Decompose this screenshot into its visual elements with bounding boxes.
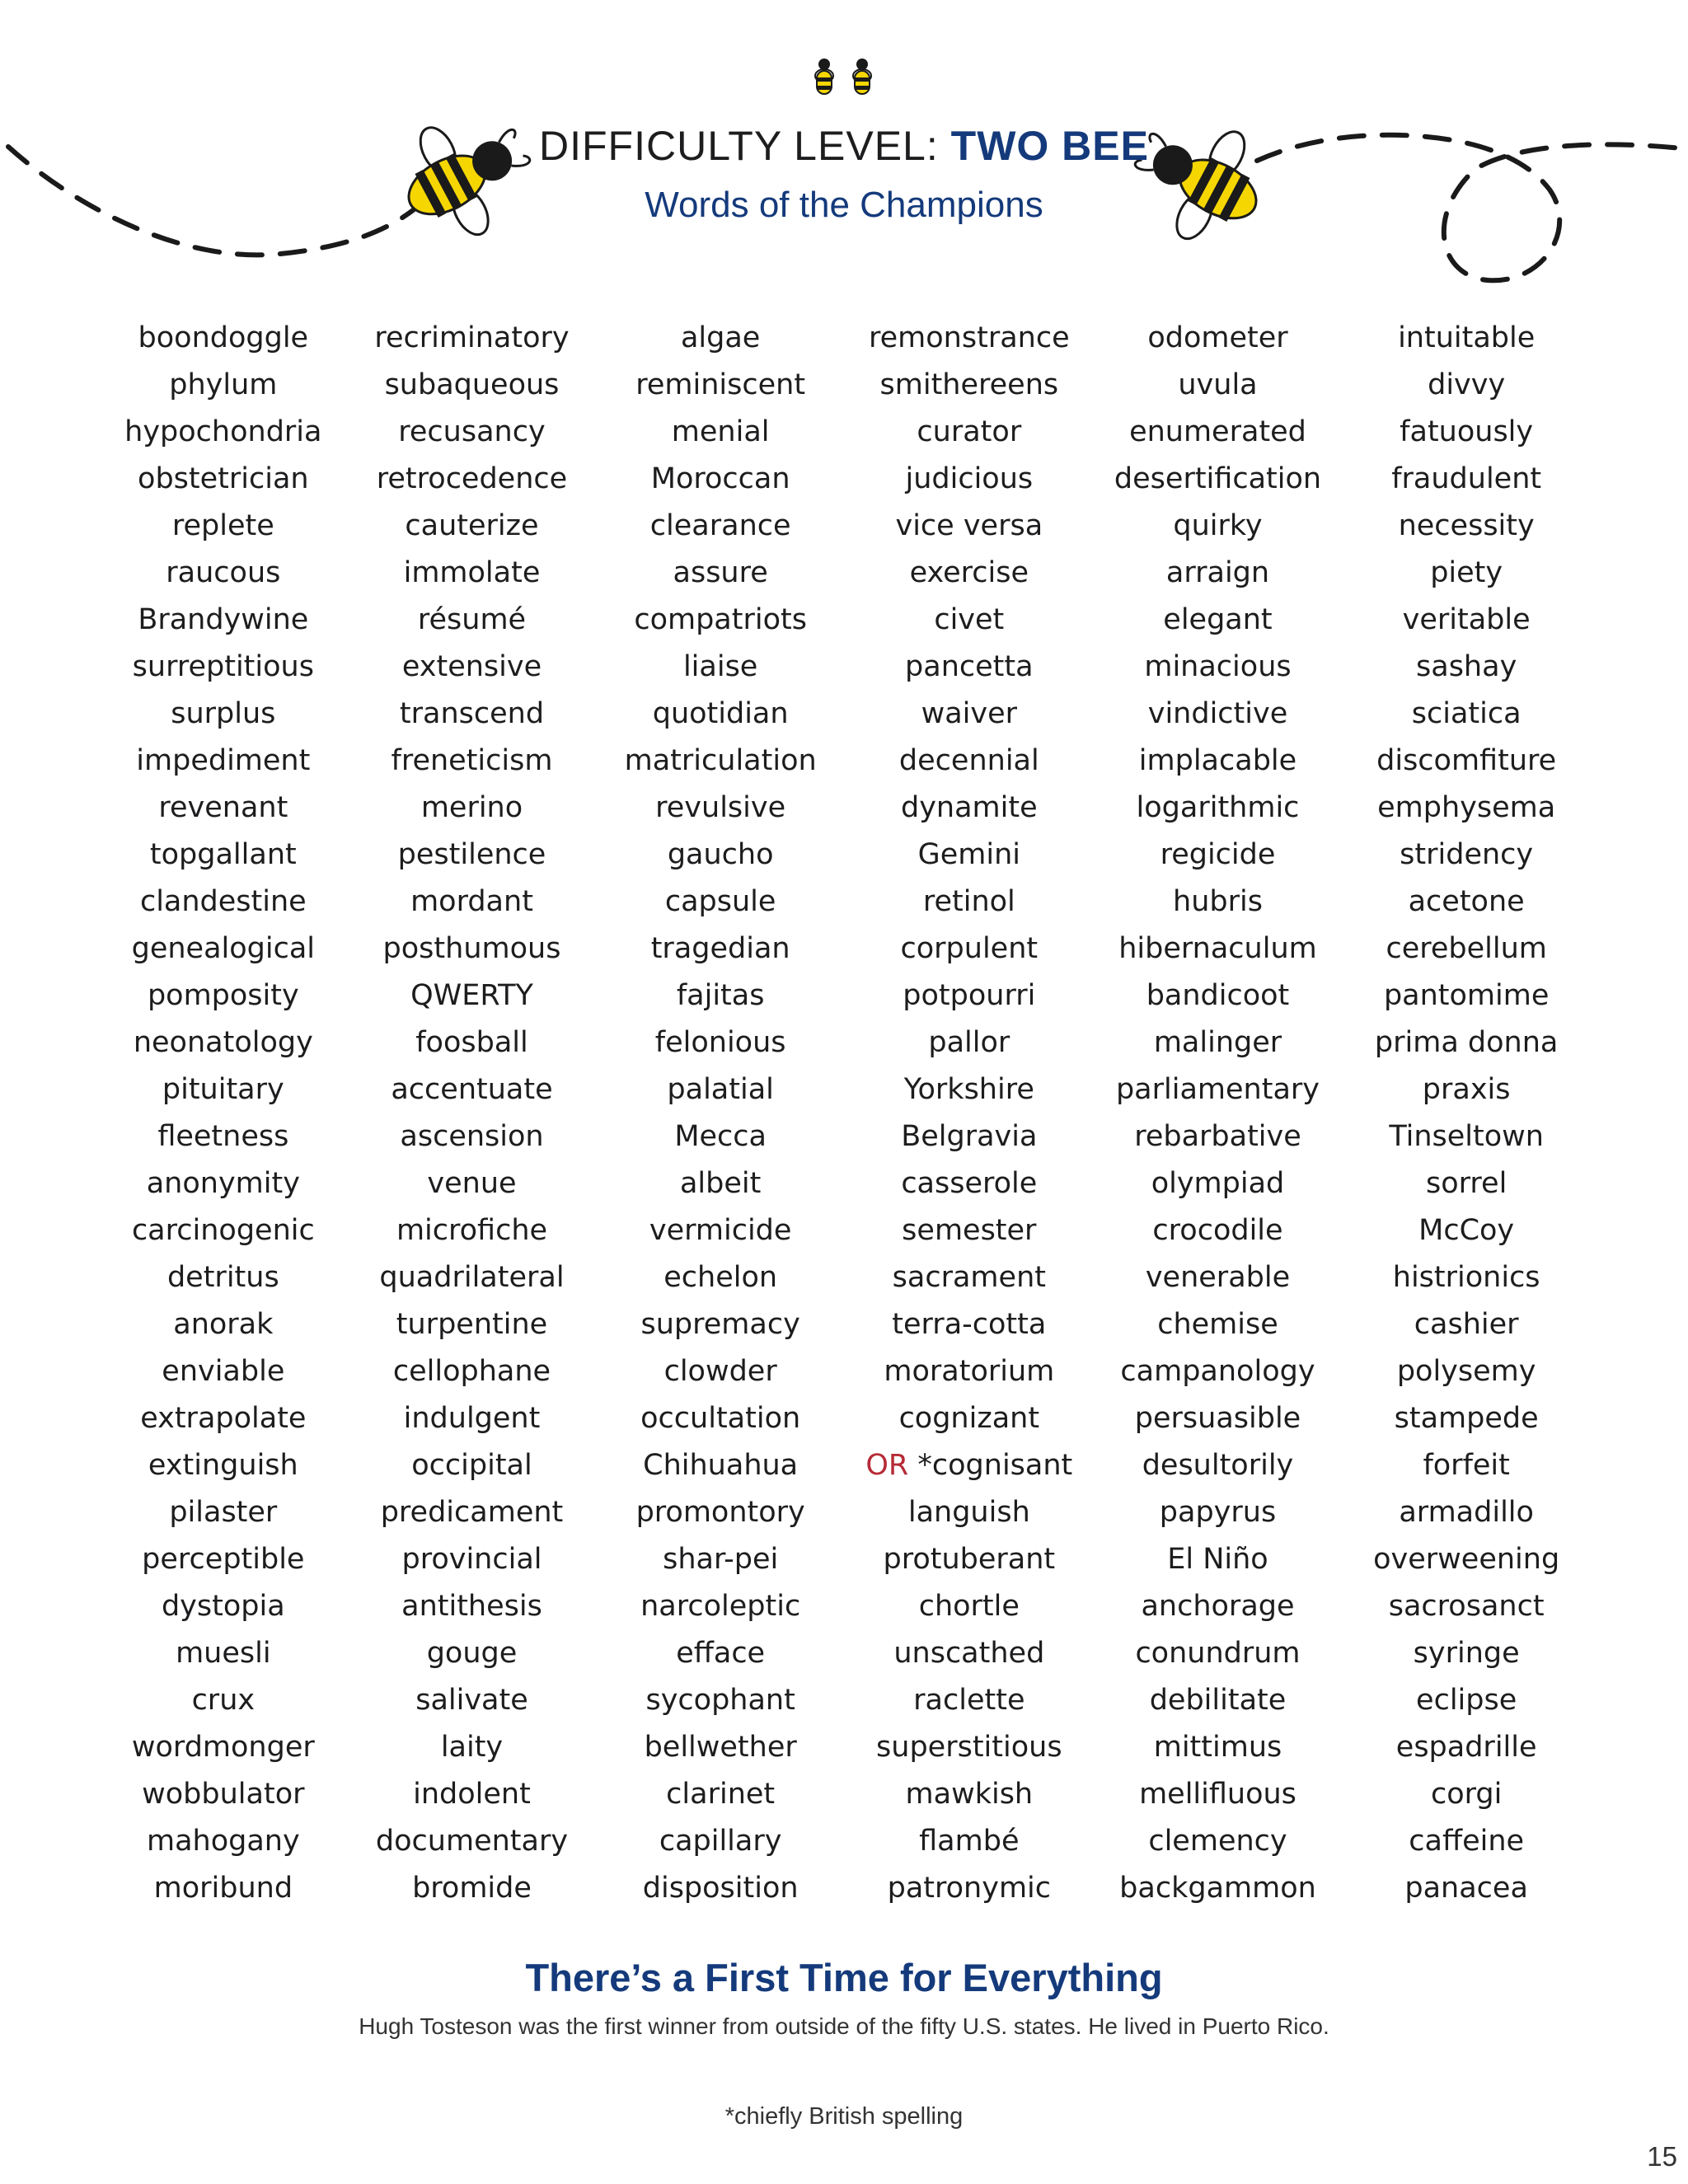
word-item: pilaster xyxy=(169,1496,278,1529)
word-item: El Niño xyxy=(1167,1543,1268,1576)
word-item: armadillo xyxy=(1399,1496,1534,1529)
word-item: raucous xyxy=(166,556,281,589)
word-item: wobbulator xyxy=(142,1778,305,1811)
word-item: discomfiture xyxy=(1376,744,1557,777)
word-item: logarithmic xyxy=(1136,791,1300,824)
word-item: necessity xyxy=(1398,509,1535,542)
word-item: assure xyxy=(673,556,768,589)
word-item: accentuate xyxy=(391,1073,553,1106)
word-item: sciatica xyxy=(1411,697,1522,730)
word-item: clowder xyxy=(663,1355,777,1388)
or-label: OR xyxy=(865,1449,909,1482)
word-item: superstitious xyxy=(876,1731,1062,1764)
word-item: Brandywine xyxy=(138,603,309,636)
word-item: sacrament xyxy=(892,1261,1046,1294)
word-item: capsule xyxy=(664,885,776,918)
word-item: protuberant xyxy=(883,1543,1056,1576)
word-item: mellifluous xyxy=(1139,1778,1296,1811)
word-item: quotidian xyxy=(652,697,789,730)
word-item: pantomime xyxy=(1383,979,1550,1012)
word-item: bandicoot xyxy=(1146,979,1290,1012)
word-item: Belgravia xyxy=(901,1120,1038,1153)
word-item: topgallant xyxy=(149,838,297,871)
word-column xyxy=(1342,315,1591,1912)
word-item: disposition xyxy=(642,1872,799,1905)
word-item: phylum xyxy=(169,368,278,401)
word-item: acetone xyxy=(1408,885,1525,918)
word-item: civet xyxy=(934,603,1005,636)
word-item: hibernaculum xyxy=(1118,932,1317,965)
word-item: terra-cotta xyxy=(892,1308,1047,1341)
word-item: campanology xyxy=(1120,1355,1315,1388)
word-item: gouge xyxy=(426,1637,518,1670)
word-item: fajitas xyxy=(676,979,765,1012)
word-item: detritus xyxy=(166,1261,279,1294)
word-item: chemise xyxy=(1157,1308,1278,1341)
word-item: vice versa xyxy=(895,509,1043,542)
word-item: surreptitious xyxy=(132,650,314,683)
word-item: foosball xyxy=(415,1026,528,1059)
word-item: provincial xyxy=(401,1543,542,1576)
word-item: cerebellum xyxy=(1386,932,1547,965)
word-item: moratorium xyxy=(884,1355,1055,1388)
word-item: muesli xyxy=(176,1637,271,1670)
word-item: immolate xyxy=(403,556,541,589)
word-item: decennial xyxy=(898,744,1039,777)
word-column xyxy=(845,315,1094,1912)
word-item: venerable xyxy=(1145,1261,1291,1294)
word-item: desultorily xyxy=(1142,1449,1294,1482)
word-item: mordant xyxy=(410,885,533,918)
word-item: debilitate xyxy=(1149,1684,1287,1717)
word-item: backgammon xyxy=(1119,1872,1316,1905)
word-item: reminiscent xyxy=(635,368,806,401)
word-item: olympiad xyxy=(1151,1167,1285,1200)
word-item: clandestine xyxy=(139,885,307,918)
word-item: stampede xyxy=(1394,1402,1539,1435)
word-item: patronymic xyxy=(887,1872,1052,1905)
word-item: implacable xyxy=(1138,744,1297,777)
word-item: echelon xyxy=(663,1261,778,1294)
word-item: clemency xyxy=(1148,1825,1287,1858)
word-item: enviable xyxy=(162,1355,285,1388)
word-item: persuasible xyxy=(1134,1402,1301,1435)
word-item: gaucho xyxy=(667,838,774,871)
title-prefix: DIFFICULTY LEVEL: xyxy=(539,123,939,169)
word-item: anonymity xyxy=(146,1167,300,1200)
word-item: forfeit xyxy=(1423,1449,1510,1482)
word-item: anchorage xyxy=(1141,1590,1295,1623)
word-item: veritable xyxy=(1402,603,1531,636)
word-item: shar-pei xyxy=(663,1543,779,1576)
word-item: mahogany xyxy=(146,1825,300,1858)
word-column xyxy=(99,315,348,1912)
word-item: extensive xyxy=(401,650,542,683)
word-item: narcoleptic xyxy=(640,1590,801,1623)
title-level: TWO BEE xyxy=(950,123,1149,169)
word-list-grid xyxy=(99,315,1591,1912)
word-item: casserole xyxy=(901,1167,1038,1200)
word-item: Mecca xyxy=(674,1120,767,1153)
word-item: fraudulent xyxy=(1391,462,1542,495)
word-item: hubris xyxy=(1173,885,1263,918)
word-item: cognizant xyxy=(898,1402,1040,1435)
bee-icon xyxy=(853,59,871,94)
word-column xyxy=(596,315,845,1912)
word-item: perceptible xyxy=(142,1543,305,1576)
word-item: predicament xyxy=(380,1496,564,1529)
word-item: subaqueous xyxy=(384,368,560,401)
word-item: mawkish xyxy=(905,1778,1034,1811)
word-item: unscathed xyxy=(893,1637,1045,1670)
word-item: praxis xyxy=(1422,1073,1511,1106)
word-item: moribund xyxy=(153,1872,293,1905)
word-item: salivate xyxy=(415,1684,528,1717)
word-item: crocodile xyxy=(1152,1214,1283,1247)
word-item: cellophane xyxy=(392,1355,551,1388)
word-item: flambé xyxy=(919,1825,1020,1858)
word-item: vermicide xyxy=(649,1214,792,1247)
word-item: merino xyxy=(420,791,523,824)
word-item: indolent xyxy=(413,1778,531,1811)
word-item: Moroccan xyxy=(650,462,790,495)
word-item: cashier xyxy=(1414,1308,1519,1341)
word-item: languish xyxy=(907,1496,1030,1529)
word-item: curator xyxy=(917,415,1022,448)
word-item: carcinogenic xyxy=(131,1214,315,1247)
word-item: mittimus xyxy=(1153,1731,1282,1764)
word-item: Yorkshire xyxy=(903,1073,1034,1106)
fact-title: There’s a First Time for Everything xyxy=(525,1956,1163,1999)
word-item: recriminatory xyxy=(374,321,570,354)
alternate-spelling: *cognisant xyxy=(917,1449,1073,1482)
page-number: 15 xyxy=(1647,2141,1677,2172)
word-item: promontory xyxy=(635,1496,805,1529)
word-item: remonstrance xyxy=(869,321,1070,354)
bee-icon xyxy=(815,59,833,94)
word-item: waiver xyxy=(921,697,1018,730)
word-item: extrapolate xyxy=(140,1402,307,1435)
word-item: ascension xyxy=(400,1120,544,1153)
word-item: obstetrician xyxy=(138,462,309,495)
word-item: piety xyxy=(1430,556,1503,589)
word-item: antithesis xyxy=(401,1590,542,1623)
word-item: algae xyxy=(680,321,761,354)
word-item: surplus xyxy=(171,697,276,730)
word-item: anorak xyxy=(173,1308,274,1341)
word-item: smithereens xyxy=(879,368,1059,401)
word-item: minacious xyxy=(1144,650,1292,683)
word-item: corpulent xyxy=(900,932,1039,965)
word-item: boondoggle xyxy=(138,321,309,354)
word-item: clearance xyxy=(649,509,791,542)
word-item: extinguish xyxy=(148,1449,298,1482)
word-item: indulgent xyxy=(403,1402,541,1435)
word-item: clarinet xyxy=(666,1778,776,1811)
word-item: posthumous xyxy=(382,932,561,965)
fact-text: Hugh Tosteson was the first winner from outside of the fifty U.S. states. He lived in Puerto Rico. xyxy=(359,2013,1329,2039)
fact-box xyxy=(0,1955,1688,2040)
word-item xyxy=(865,1442,1072,1489)
word-item: pituitary xyxy=(162,1073,284,1106)
word-item: wordmonger xyxy=(131,1731,315,1764)
word-item: odometer xyxy=(1147,321,1288,354)
word-item: bromide xyxy=(412,1872,532,1905)
word-item: Gemini xyxy=(917,838,1021,871)
word-item: revenant xyxy=(158,791,288,824)
word-item: quadrilateral xyxy=(379,1261,565,1294)
word-item: quirky xyxy=(1173,509,1263,542)
subtitle: Words of the Champions xyxy=(645,185,1043,225)
word-item: semester xyxy=(902,1214,1037,1247)
word-item: résumé xyxy=(417,603,527,636)
word-item: liaise xyxy=(682,650,758,683)
word-item: capillary xyxy=(659,1825,782,1858)
word-item: raclette xyxy=(913,1684,1025,1717)
word-item: retrocedence xyxy=(376,462,568,495)
word-item: regicide xyxy=(1160,838,1276,871)
word-item: felonious xyxy=(654,1026,786,1059)
word-item: albeit xyxy=(679,1167,762,1200)
word-item: tragedian xyxy=(650,932,790,965)
word-item: eclipse xyxy=(1416,1684,1517,1717)
word-item: transcend xyxy=(399,697,545,730)
word-item: parliamentary xyxy=(1115,1073,1320,1106)
word-item: potpourri xyxy=(903,979,1036,1012)
word-item: divvy xyxy=(1428,368,1506,401)
word-item: crux xyxy=(191,1684,256,1717)
word-item: judicious xyxy=(905,462,1034,495)
word-item: impediment xyxy=(136,744,311,777)
word-item: exercise xyxy=(909,556,1029,589)
difficulty-title xyxy=(0,122,1688,170)
word-item: microfiche xyxy=(396,1214,548,1247)
word-item: sacrosanct xyxy=(1388,1590,1545,1623)
word-item: cauterize xyxy=(405,509,539,542)
word-item: genealogical xyxy=(131,932,316,965)
word-item: uvula xyxy=(1178,368,1258,401)
word-item: fatuously xyxy=(1400,415,1534,448)
word-item: sorrel xyxy=(1426,1167,1507,1200)
word-item: histrionics xyxy=(1392,1261,1540,1294)
page-heading xyxy=(0,122,1688,226)
word-item: revulsive xyxy=(655,791,786,824)
word-column xyxy=(1094,315,1343,1912)
word-item: sycophant xyxy=(645,1684,795,1717)
word-item: syringe xyxy=(1413,1637,1520,1670)
word-item: dynamite xyxy=(901,791,1038,824)
word-item: neonatology xyxy=(133,1026,313,1059)
word-item: menial xyxy=(671,415,770,448)
word-item: overweening xyxy=(1373,1543,1560,1576)
word-item: supremacy xyxy=(640,1308,800,1341)
word-item: rebarbative xyxy=(1134,1120,1301,1153)
word-item: occipital xyxy=(411,1449,532,1482)
word-item: hypochondria xyxy=(124,415,322,448)
word-item: matriculation xyxy=(624,744,817,777)
word-item: Chihuahua xyxy=(643,1449,799,1482)
word-item: panacea xyxy=(1404,1872,1528,1905)
word-item: enumerated xyxy=(1129,415,1306,448)
word-item: intuitable xyxy=(1398,321,1536,354)
footnote: *chiefly British spelling xyxy=(724,2103,964,2130)
word-item: caffeine xyxy=(1409,1825,1525,1858)
word-item: vindictive xyxy=(1147,697,1288,730)
word-item: prima donna xyxy=(1374,1026,1559,1059)
word-item: QWERTY xyxy=(410,979,533,1012)
word-item: conundrum xyxy=(1135,1637,1301,1670)
word-item: stridency xyxy=(1400,838,1534,871)
word-item: desertification xyxy=(1114,462,1322,495)
word-item: papyrus xyxy=(1159,1496,1277,1529)
word-item: compatriots xyxy=(634,603,807,636)
word-item: arraign xyxy=(1165,556,1270,589)
word-item: emphysema xyxy=(1377,791,1556,824)
word-item: sashay xyxy=(1416,650,1517,683)
word-column xyxy=(348,315,597,1912)
word-item: replete xyxy=(171,509,274,542)
word-item: turpentine xyxy=(396,1308,548,1341)
word-item: pancetta xyxy=(905,650,1034,683)
word-item: polysemy xyxy=(1396,1355,1536,1388)
word-item: efface xyxy=(676,1637,766,1670)
word-item: chortle xyxy=(918,1590,1020,1623)
word-item: bellwether xyxy=(644,1731,797,1764)
word-item: dystopia xyxy=(161,1590,285,1623)
word-item: elegant xyxy=(1163,603,1273,636)
word-item: palatial xyxy=(667,1073,774,1106)
word-item: laity xyxy=(440,1731,504,1764)
word-item: espadrille xyxy=(1395,1731,1537,1764)
word-item: pomposity xyxy=(147,979,299,1012)
word-item: retinol xyxy=(922,885,1015,918)
word-item: pestilence xyxy=(397,838,546,871)
word-item: recusancy xyxy=(398,415,546,448)
word-item: malinger xyxy=(1153,1026,1282,1059)
word-item: occultation xyxy=(640,1402,801,1435)
word-item: pallor xyxy=(928,1026,1010,1059)
word-item: fleetness xyxy=(157,1120,289,1153)
word-item: Tinseltown xyxy=(1389,1120,1544,1153)
word-item: McCoy xyxy=(1418,1214,1515,1247)
word-item: freneticism xyxy=(391,744,553,777)
word-item: venue xyxy=(427,1167,517,1200)
word-item: corgi xyxy=(1430,1778,1503,1811)
word-item: documentary xyxy=(375,1825,569,1858)
